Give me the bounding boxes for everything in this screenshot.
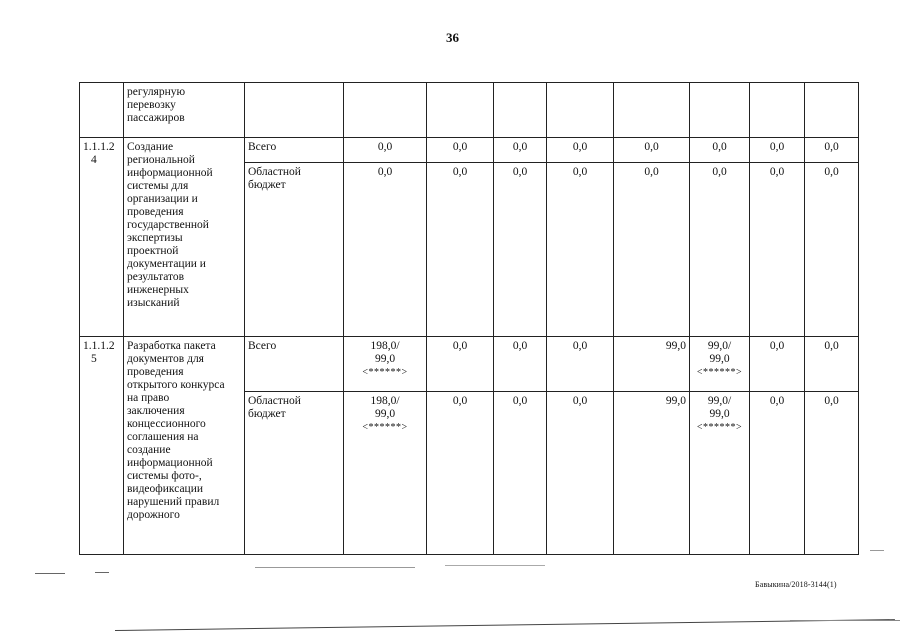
total-cell: 0,0	[344, 163, 427, 337]
value-cell: 0,0	[614, 138, 690, 163]
total-cell: 198,0/ 99,0 <******>	[344, 337, 427, 392]
funding-source-cell: Всего	[245, 138, 344, 163]
value-cell: 0,0	[750, 337, 805, 392]
value-cell: 0,0	[494, 163, 547, 337]
value-cell: 0,0	[750, 163, 805, 337]
value-cell: 0,0	[427, 138, 494, 163]
value-cell: 0,0	[427, 337, 494, 392]
value-cell: 99,0	[614, 392, 690, 555]
value-cell: 99,0	[614, 337, 690, 392]
scan-artifact-line	[870, 550, 884, 551]
funding-source-cell: Всего	[245, 337, 344, 392]
code-cell	[80, 83, 124, 138]
scan-artifact-line	[255, 567, 415, 568]
page-number: 36	[446, 30, 459, 45]
measure-name-cell: Создание региональной информационной системы для организации и проведения государственной экспертизы проектной документации и результатов инженерных изысканий	[124, 138, 245, 337]
total-cell: 198,0/ 99,0 <******>	[344, 392, 427, 555]
table-row	[80, 337, 859, 392]
scan-artifact-line	[445, 565, 545, 566]
value-cell: 0,0	[427, 392, 494, 555]
value-cell: 0,0	[750, 392, 805, 555]
value-cell: 0,0	[805, 392, 859, 555]
value-cell: 0,0	[750, 138, 805, 163]
marker: <******>	[696, 367, 743, 378]
value-cell: 99,0/ 99,0 <******>	[690, 337, 750, 392]
document-footer-code: Бавыкина/2018-3144(1)	[755, 580, 837, 589]
value-cell: 0,0	[690, 163, 750, 337]
marker: <******>	[696, 422, 743, 433]
budget-table	[79, 82, 859, 555]
scan-artifact-line	[95, 572, 109, 573]
value-cell: 0,0	[805, 337, 859, 392]
value-cell: 0,0	[547, 337, 614, 392]
funding-source-cell: Областной бюджет	[245, 163, 344, 337]
value-cell: 0,0	[614, 163, 690, 337]
value-cell: 0,0	[547, 392, 614, 555]
marker: <******>	[362, 422, 408, 433]
value-cell: 0,0	[494, 138, 547, 163]
value-cell: 0,0	[547, 163, 614, 337]
funding-source-cell: Областной бюджет	[245, 392, 344, 555]
value-cell: 0,0	[494, 337, 547, 392]
marker: <******>	[362, 367, 408, 378]
total-cell: 0,0	[344, 138, 427, 163]
value-cell: 0,0	[494, 392, 547, 555]
value-cell: 0,0	[805, 163, 859, 337]
code-cell: 1.1.1.2 5	[80, 337, 124, 555]
code-cell: 1.1.1.2 4	[80, 138, 124, 337]
scan-artifact-line	[790, 620, 900, 621]
scan-artifact-line	[35, 573, 65, 574]
value-cell: 0,0	[547, 138, 614, 163]
table-row	[80, 138, 859, 163]
scan-artifact-line	[115, 619, 895, 631]
value-cell: 0,0	[805, 138, 859, 163]
value-cell: 0,0	[427, 163, 494, 337]
value-cell: 99,0/ 99,0 <******>	[690, 392, 750, 555]
measure-name-cell: регулярную перевозку пассажиров	[124, 83, 245, 138]
measure-name-cell: Разработка пакета документов для проведения открытого конкурса на право заключения концессионного соглашения на создание информационной системы фото-, видеофиксации нарушений правил дорожного	[124, 337, 245, 555]
table-row	[80, 83, 859, 138]
value-cell: 0,0	[690, 138, 750, 163]
